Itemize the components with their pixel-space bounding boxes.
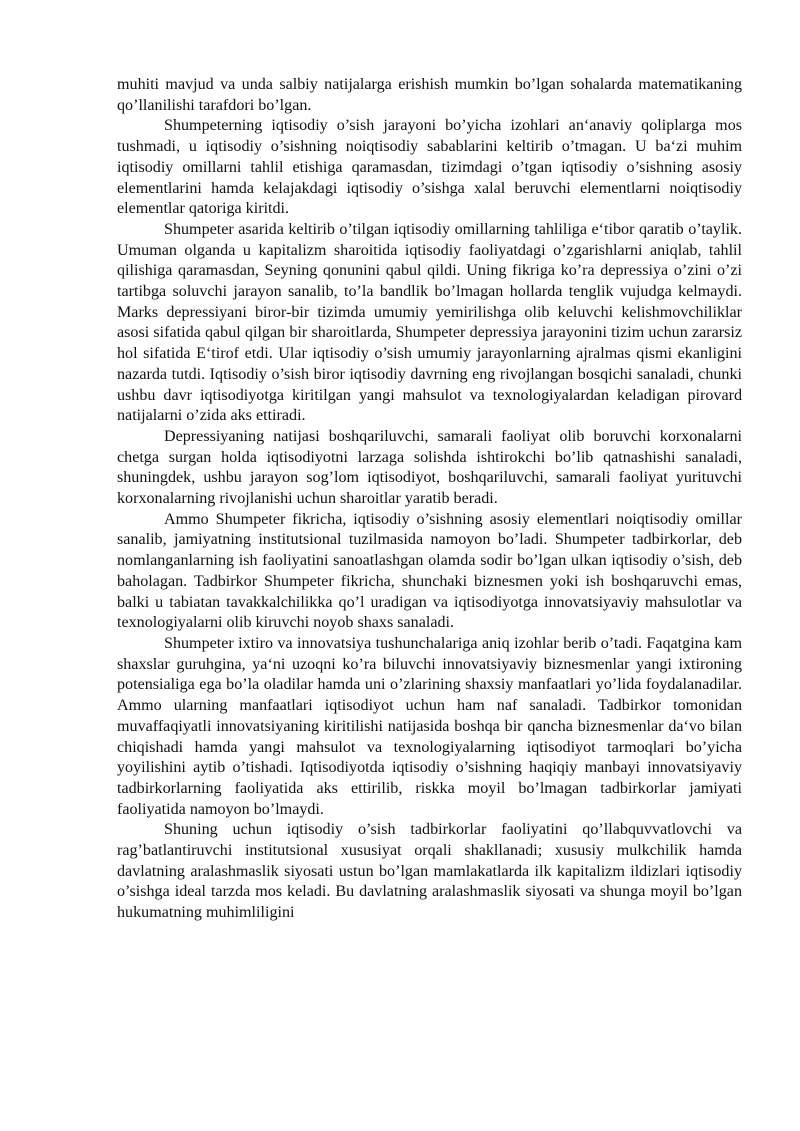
paragraph: Shuning uchun iqtisodiy o’sish tadbirkorlar faoliyatini qo’llabquvvatlovchi va rag’batlantiruvchi institutsional xususiyat orqali shakllanadi; xususiy mulkchilik hamda davlatning aralashmaslik siyosati ustun bo’lgan mamlakatlarda ilk kapitalizm ildizlari iqtisodiy o’sishga ideal tarzda mos keladi. Bu davlatning aralashmaslik siyosati va shunga moyil bo’lgan hukumatning muhimliligini [117, 821, 742, 922]
paragraph: Shumpeterning iqtisodiy o’sish jarayoni bo’yicha izohlari an‘anaviy qoliplarga mos tushmadi, u iqtisodiy o’sishning noiqtisodiy sabablarini keltirib o’tmagan. U ba‘zi muhim iqtisodiy omillarni tahlil etishiga qaramasdan, tizimdagi o’tgan iqtisodiy o’sishning asosiy elementlarini hamda kelajakdagi iqtisodiy o’sishga xalal beruvchi elementlarni noiqtisodiy elementlar qatoriga kiritdi. [117, 117, 742, 218]
paragraph-continuation: muhiti mavjud va unda salbiy natijalarga erishish mumkin bo’lgan sohalarda matematikaning qo’llanilishi tarafdori bo’lgan. [117, 76, 742, 114]
paragraph: Depressiyaning natijasi boshqariluvchi, samarali faoliyat olib boruvchi korxonalarni chetga surgan holda iqtisodiyotni larzaga solishda ishtirokchi bo’lib qatnashishi sanaladi, shuningdek, ushbu jarayon sog’lom iqtisodiyot, boshqariluvchi, samarali faoliyat yurituvchi korxonalarning rivojlanishi uchun sharoitlar yaratib beradi. [117, 427, 742, 508]
document-page [117, 75, 742, 924]
paragraph: Shumpeter ixtiro va innovatsiya tushunchalariga aniq izohlar berib o’tadi. Faqatgina kam shaxslar guruhgina, ya‘ni uzoqni ko’ra biluvchi innovatsiyaviy biznesmenlar yangi ixtironing potensialiga ega bo’la oladilar hamda uni o’zlarining shaxsiy manfaatlari yo’lida foydalanadilar. Ammo ularning manfaatlari iqtisodiyot uchun ham naf sanaladi. Tadbirkor tomonidan muvaffaqiyatli innovatsiyaning kiritilishi natijasida boshqa bir qancha biznesmenlar da‘vo bilan chiqishadi hamda yangi mahsulot va texnologiyalarning iqtisodiyot tarmoqlari bo’yicha yoyilishini aytib o’tishadi. Iqtisodiyotda iqtisodiy o’sishning haqiqiy manbayi innovatsiyaviy tadbirkorlarning faoliyatida aks ettirilib, riskka moyil bo’lmagan tadbirkorlar jamiyati faoliyatida namoyon bo’lmaydi. [117, 634, 742, 818]
paragraph: Shumpeter asarida keltirib o’tilgan iqtisodiy omillarning tahliliga e‘tibor qaratib o’taylik. Umuman olganda u kapitalizm sharoitida iqtisodiy faoliyatdagi o’zgarishlarni aniqlab, tahlil qilishiga qaramasdan, Seyning qonunini qabul qildi. Uning fikriga ko’ra depressiya o’zini o’zi tartibga soluvchi jarayon sanalib, to’la bandlik bo’lmagan hollarda tenglik vujudga kelmaydi. Marks depressiyani biror-bir tizimda umumiy yemirilishga olib keluvchi kelishmovchiliklar asosi sifatida qabul qilgan bir sharoitlarda, Shumpeter depressiya jarayonini tizim uchun zararsiz hol sifatida E‘tirof etdi. Ular iqtisodiy o’sish umumiy jarayonlarning ajralmas qismi ekanligini nazarda tutdi. Iqtisodiy o’sish biror iqtisodiy davrning eng rivojlangan bosqichi sanaladi, chunki ushbu davr iqtisodiyotga kiritilgan yangi mahsulot va texnologiyalardan keladigan pirovard natijalarni o’zida aks ettiradi. [117, 220, 742, 425]
paragraph: Ammo Shumpeter fikricha, iqtisodiy o’sishning asosiy elementlari noiqtisodiy omillar sanalib, jamiyatning institutsional tuzilmasida namoyon bo’ladi. Shumpeter tadbirkorlar, deb nomlanganlarning ish faoliyatini sanoatlashgan olamda sodir bo’lgan ulkan iqtisodiy o’sish, deb baholagan. Tadbirkor Shumpeter fikricha, shunchaki biznesmen yoki ish boshqaruvchi emas, balki u tabiatan tavakkalchilikka qo’l uradigan va iqtisodiyotga innovatsiyaviy mahsulotlar va texnologiyalarni olib kiruvchi noyob shaxs sanaladi. [117, 510, 742, 632]
